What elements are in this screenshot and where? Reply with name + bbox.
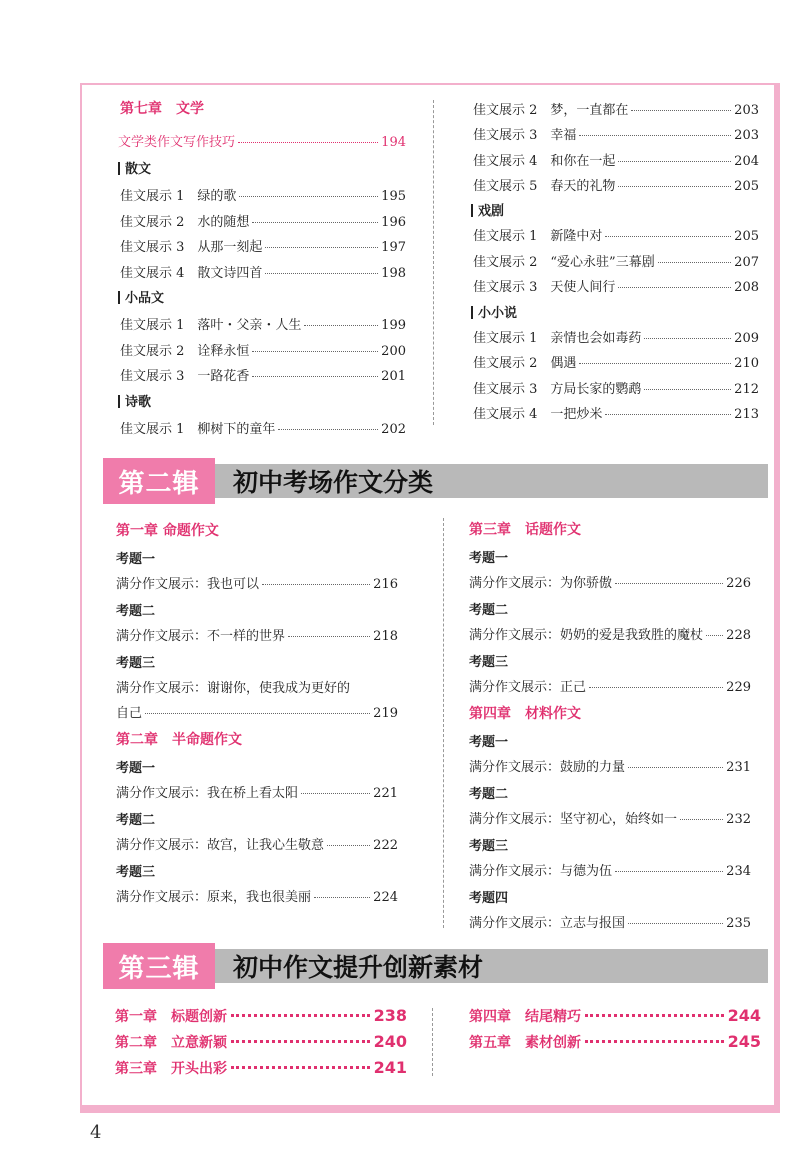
dot-leader [605, 236, 731, 237]
dot-leader [238, 142, 378, 143]
dot-leader [618, 161, 731, 162]
category-heading: 诗歌 [118, 391, 151, 410]
question-heading: 考题二 [116, 604, 156, 619]
toc-entry[interactable] [469, 756, 751, 775]
toc-label: 佳文展示 1 绿的歌 [120, 189, 237, 204]
toc-label: 满分作文展示：坚守初心，始终如一 [469, 812, 678, 827]
toc-label: 佳文展示 1 新隆中对 [473, 229, 603, 245]
toc-entry[interactable] [120, 236, 406, 255]
toc-label: 满分作文展示：故宫，让我心生敬意 [116, 838, 325, 853]
dot-leader [615, 871, 723, 872]
dot-leader [145, 713, 370, 714]
toc-label: 第二章 立意新颖 [115, 1035, 227, 1051]
banner-title: 初中考场作文分类 [233, 468, 434, 497]
dot-leader [628, 767, 723, 768]
dot-leader [231, 1014, 370, 1017]
dot-leader [605, 414, 731, 415]
question-heading: 考题四 [469, 891, 509, 906]
toc-page: 205 [734, 229, 759, 245]
question-heading: 考题三 [116, 656, 156, 671]
toc-entry[interactable] [473, 225, 759, 244]
toc-label: 佳文展示 2 “爱心永驻”三幕剧 [473, 254, 655, 270]
toc-label: 佳文展示 2 水的随想 [120, 214, 250, 230]
toc-label: 满分作文展示：我在桥上看太阳 [116, 786, 299, 801]
dot-leader [252, 351, 378, 352]
toc-entry[interactable] [473, 124, 759, 143]
toc-label: 自己 [116, 706, 143, 721]
chapter-title: 第一章 命题作文 [116, 523, 219, 539]
dot-leader [589, 687, 723, 688]
question-heading: 考题一 [116, 761, 156, 776]
toc-label: 佳文展示 3 一路花香 [120, 369, 250, 384]
toc-page: 222 [373, 838, 398, 853]
toc-entry[interactable] [120, 262, 406, 281]
dot-leader [579, 363, 731, 364]
category-heading: 散文 [118, 158, 151, 177]
toc-page: 221 [373, 786, 398, 801]
dot-leader [628, 923, 723, 924]
question-heading: 考题二 [469, 787, 509, 802]
toc-entry[interactable] [473, 276, 759, 295]
dot-leader [301, 793, 370, 794]
column-divider [432, 1008, 433, 1076]
toc-entry[interactable] [473, 352, 759, 371]
toc-entry[interactable] [116, 702, 398, 721]
toc-page: 238 [373, 1006, 407, 1025]
category-heading: 小品文 [118, 287, 164, 306]
toc-page: 200 [381, 343, 406, 359]
toc-entry[interactable] [120, 185, 406, 204]
toc-entry[interactable] [116, 782, 398, 801]
toc-entry[interactable] [120, 211, 406, 230]
toc-page: 213 [734, 407, 759, 423]
toc-label: 佳文展示 4 一把炒米 [473, 407, 603, 423]
toc-entry[interactable] [115, 1006, 407, 1026]
toc-page: 201 [381, 369, 406, 384]
toc-entry[interactable] [120, 418, 406, 437]
toc-label: 佳文展示 4 散文诗四首 [120, 265, 263, 281]
toc-page: 208 [734, 280, 759, 296]
toc-page: 234 [726, 864, 751, 879]
toc-page: 202 [381, 421, 406, 437]
dot-leader [644, 338, 731, 339]
toc-page: 229 [726, 680, 751, 695]
toc-page: 203 [734, 103, 759, 118]
dot-leader [631, 110, 731, 111]
toc-label: 佳文展示 3 从那一刻起 [120, 240, 263, 255]
toc-entry[interactable] [469, 808, 751, 827]
dot-leader [231, 1066, 370, 1069]
toc-page: 232 [726, 812, 751, 827]
dot-leader [615, 583, 723, 584]
toc-label: 佳文展示 1 亲情也会如毒药 [473, 330, 642, 346]
dot-leader [252, 222, 378, 223]
toc-entry[interactable] [469, 624, 751, 643]
dot-leader [265, 247, 378, 248]
toc-entry[interactable] [469, 860, 751, 879]
toc-entry[interactable] [469, 912, 751, 931]
column-divider [443, 518, 444, 928]
toc-label: 满分作文展示：立志与报国 [469, 916, 626, 931]
toc-page: 209 [734, 330, 759, 346]
toc-page: 212 [734, 381, 759, 397]
toc-label: 满分作文展示：鼓励的力量 [469, 760, 626, 775]
dot-leader [278, 429, 378, 430]
toc-label: 佳文展示 2 梦，一直都在 [473, 103, 629, 118]
dot-leader [658, 262, 731, 263]
toc-page: 203 [734, 128, 759, 144]
question-heading: 考题三 [469, 655, 509, 670]
toc-page: 199 [381, 318, 406, 333]
question-heading: 考题二 [116, 813, 156, 828]
question-heading: 考题二 [469, 603, 509, 618]
toc-label: 第四章 结尾精巧 [469, 1009, 581, 1025]
category-heading: 小小说 [471, 302, 517, 321]
toc-page: 224 [373, 890, 398, 905]
toc-entry[interactable] [473, 99, 759, 118]
chapter-title: 第七章 文学 [120, 101, 204, 117]
toc-page: 235 [726, 916, 751, 931]
dot-leader [680, 819, 723, 820]
toc-label: 佳文展示 1 落叶・父亲・人生 [120, 318, 302, 333]
dot-leader [706, 635, 723, 636]
toc-label: 满分作文展示：不一样的世界 [116, 629, 286, 644]
question-heading: 考题三 [116, 865, 156, 880]
toc-entry[interactable] [120, 314, 406, 333]
toc-label: 佳文展示 3 天使人间行 [473, 280, 616, 296]
banner-title: 初中作文提升创新素材 [233, 953, 484, 982]
question-heading: 考题三 [469, 839, 509, 854]
dot-leader [585, 1014, 724, 1017]
question-heading: 考题一 [116, 552, 156, 567]
toc-entry[interactable] [116, 625, 398, 644]
chapter-title: 第四章 材料作文 [469, 706, 581, 722]
toc-label: 佳文展示 2 偶遇 [473, 356, 577, 372]
toc-entry[interactable] [473, 327, 759, 346]
toc-page: 194 [381, 135, 406, 150]
toc-page: 219 [373, 706, 398, 721]
toc-entry[interactable] [116, 886, 398, 905]
toc-label: 满分作文展示：原来，我也很美丽 [116, 890, 312, 905]
dot-leader [265, 273, 378, 274]
toc-entry[interactable] [473, 175, 759, 194]
toc-entry-line1[interactable]: 满分作文展示：谢谢你，使我成为更好的 [116, 681, 351, 696]
toc-label: 满分作文展示：正己 [469, 680, 587, 695]
toc-page: 216 [373, 577, 398, 592]
toc-label: 佳文展示 4 和你在一起 [473, 153, 616, 169]
toc-entry[interactable] [116, 834, 398, 853]
section-banner-3 [103, 943, 768, 989]
toc-label: 佳文展示 3 方局长家的鹦鹉 [473, 381, 642, 397]
category-heading: 戏剧 [471, 200, 504, 219]
toc-entry[interactable] [469, 1032, 761, 1052]
toc-page: 196 [381, 214, 406, 230]
toc-label: 佳文展示 2 诠释永恒 [120, 343, 250, 359]
toc-page: 197 [381, 240, 406, 255]
toc-entry[interactable] [115, 1058, 407, 1078]
dot-leader [304, 325, 378, 326]
dot-leader [231, 1040, 370, 1043]
toc-entry[interactable] [473, 378, 759, 397]
toc-page: 205 [734, 178, 759, 194]
toc-label: 第五章 素材创新 [469, 1035, 581, 1051]
dot-leader [618, 186, 731, 187]
chapter-title: 第二章 半命题作文 [116, 732, 242, 748]
toc-page: 226 [726, 576, 751, 591]
dot-leader [585, 1040, 724, 1043]
toc-label: 佳文展示 1 柳树下的童年 [120, 421, 276, 437]
dot-leader [579, 135, 731, 136]
dot-leader [262, 584, 370, 585]
toc-page: 228 [726, 628, 751, 643]
banner-tag: 第三辑 [103, 943, 215, 989]
toc-page: 207 [734, 254, 759, 270]
column-divider [433, 100, 434, 425]
toc-label: 满分作文展示：与德为伍 [469, 864, 613, 879]
toc-entry-intro[interactable] [118, 131, 406, 150]
toc-label: 第一章 标题创新 [115, 1009, 227, 1025]
toc-label: 佳文展示 5 春天的礼物 [473, 178, 616, 194]
toc-page: 241 [373, 1058, 407, 1077]
banner-tag: 第二辑 [103, 458, 215, 504]
toc-entry[interactable] [469, 1006, 761, 1026]
dot-leader [327, 845, 370, 846]
toc-entry[interactable] [473, 403, 759, 422]
toc-entry[interactable] [469, 676, 751, 695]
toc-label: 满分作文展示：奶奶的爱是我致胜的魔杖 [469, 628, 704, 643]
toc-entry[interactable] [120, 365, 406, 384]
section-banner-2 [103, 458, 768, 504]
question-heading: 考题一 [469, 551, 509, 566]
toc-entry[interactable] [120, 340, 406, 359]
toc-page: 218 [373, 629, 398, 644]
dot-leader [314, 897, 370, 898]
dot-leader [239, 196, 378, 197]
toc-page: 210 [734, 356, 759, 372]
toc-entry[interactable] [473, 251, 759, 270]
toc-entry[interactable] [115, 1032, 407, 1052]
toc-label: 佳文展示 3 幸福 [473, 128, 577, 144]
dot-leader [288, 636, 370, 637]
toc-page: 245 [727, 1032, 761, 1051]
toc-entry[interactable] [116, 573, 398, 592]
toc-entry[interactable] [473, 150, 759, 169]
toc-page: 244 [727, 1006, 761, 1025]
toc-label: 满分作文展示：我也可以 [116, 577, 260, 592]
page-number: 4 [90, 1122, 102, 1143]
toc-entry[interactable] [469, 572, 751, 591]
toc-label: 满分作文展示：为你骄傲 [469, 576, 613, 591]
dot-leader [618, 287, 731, 288]
toc-page: 195 [381, 189, 406, 204]
dot-leader [644, 389, 731, 390]
dot-leader [252, 376, 378, 377]
chapter-title: 第三章 话题作文 [469, 522, 581, 538]
toc-label: 文学类作文写作技巧 [118, 135, 236, 150]
toc-page: 204 [734, 153, 759, 169]
toc-page: 231 [726, 760, 751, 775]
question-heading: 考题一 [469, 735, 509, 750]
toc-page: 198 [381, 265, 406, 281]
toc-label: 第三章 开头出彩 [115, 1061, 227, 1077]
toc-page: 240 [373, 1032, 407, 1051]
